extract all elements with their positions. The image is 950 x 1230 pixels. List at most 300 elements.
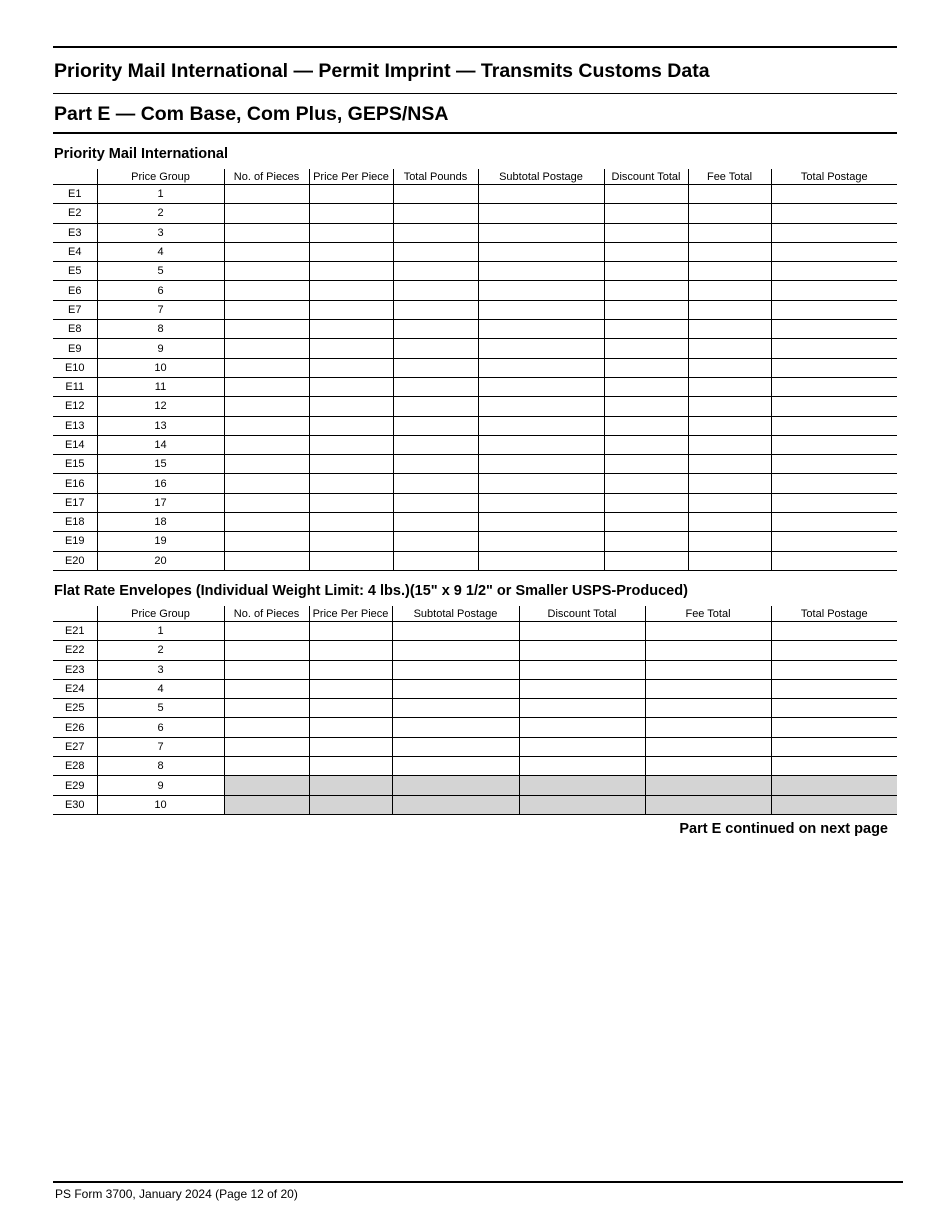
entry-cell[interactable]: [771, 513, 897, 532]
entry-cell[interactable]: [688, 513, 771, 532]
table-row: [53, 795, 897, 814]
column-header: Price Per Piece: [309, 169, 393, 185]
line-number: E22: [53, 641, 97, 660]
entry-cell[interactable]: [224, 679, 309, 698]
entry-cell[interactable]: [645, 737, 771, 756]
table-row: [53, 455, 897, 474]
entry-cell[interactable]: [309, 300, 393, 319]
entry-cell[interactable]: [393, 416, 478, 435]
part-title: Part E — Com Base, Com Plus, GEPS/NSA: [54, 103, 449, 125]
entry-cell[interactable]: [309, 242, 393, 261]
entry-cell[interactable]: [309, 513, 393, 532]
entry-cell[interactable]: [309, 622, 392, 641]
table-row: [53, 242, 897, 261]
entry-cell[interactable]: [309, 679, 392, 698]
entry-cell[interactable]: [688, 281, 771, 300]
entry-cell[interactable]: [393, 532, 478, 551]
entry-cell[interactable]: [478, 455, 604, 474]
line-number: E8: [53, 320, 97, 339]
price-group: 4: [97, 679, 224, 698]
entry-cell[interactable]: [224, 262, 309, 281]
entry-cell[interactable]: [688, 435, 771, 454]
column-header: Discount Total: [519, 606, 645, 622]
table-row: [53, 641, 897, 660]
price-group: 11: [97, 377, 224, 396]
price-group: 2: [97, 641, 224, 660]
table-row: [53, 551, 897, 570]
entry-cell[interactable]: [688, 532, 771, 551]
line-number: E17: [53, 493, 97, 512]
entry-cell[interactable]: [478, 532, 604, 551]
column-header: Total Postage: [771, 606, 897, 622]
entry-cell[interactable]: [309, 204, 393, 223]
price-group: 15: [97, 455, 224, 474]
entry-cell[interactable]: [519, 737, 645, 756]
entry-cell[interactable]: [393, 223, 478, 242]
entry-cell[interactable]: [478, 204, 604, 223]
column-header: [53, 169, 97, 185]
price-group: 5: [97, 262, 224, 281]
entry-cell[interactable]: [771, 455, 897, 474]
entry-cell[interactable]: [393, 320, 478, 339]
entry-cell[interactable]: [688, 358, 771, 377]
entry-cell[interactable]: [478, 300, 604, 319]
pmi-table: [53, 169, 897, 571]
entry-cell[interactable]: [393, 397, 478, 416]
entry-cell[interactable]: [224, 435, 309, 454]
entry-cell[interactable]: [478, 474, 604, 493]
entry-cell[interactable]: [604, 474, 688, 493]
entry-cell[interactable]: [688, 551, 771, 570]
price-group: 17: [97, 493, 224, 512]
price-group: 16: [97, 474, 224, 493]
entry-cell[interactable]: [309, 223, 393, 242]
table-row: [53, 320, 897, 339]
table-row: [53, 223, 897, 242]
entry-cell[interactable]: [771, 339, 897, 358]
entry-cell[interactable]: [604, 455, 688, 474]
line-number: E11: [53, 377, 97, 396]
entry-cell[interactable]: [604, 281, 688, 300]
entry-cell[interactable]: [604, 358, 688, 377]
entry-cell[interactable]: [688, 455, 771, 474]
price-group: 9: [97, 339, 224, 358]
price-group: 13: [97, 416, 224, 435]
table-row: [53, 757, 897, 776]
entry-cell[interactable]: [771, 242, 897, 261]
entry-cell[interactable]: [771, 281, 897, 300]
entry-cell[interactable]: [604, 204, 688, 223]
entry-cell[interactable]: [645, 718, 771, 737]
entry-cell[interactable]: [688, 223, 771, 242]
top-rule: [53, 46, 897, 48]
table-row: [53, 679, 897, 698]
table-row: [53, 262, 897, 281]
table-row: [53, 300, 897, 319]
entry-cell[interactable]: [688, 204, 771, 223]
entry-cell[interactable]: [771, 757, 897, 776]
entry-cell[interactable]: [645, 641, 771, 660]
entry-cell[interactable]: [392, 641, 519, 660]
entry-cell[interactable]: [224, 551, 309, 570]
entry-cell[interactable]: [478, 223, 604, 242]
entry-cell[interactable]: [519, 718, 645, 737]
entry-cell[interactable]: [478, 493, 604, 512]
entry-cell[interactable]: [309, 455, 393, 474]
entry-cell[interactable]: [688, 242, 771, 261]
line-number: E5: [53, 262, 97, 281]
entry-cell: [645, 776, 771, 795]
entry-cell: [224, 776, 309, 795]
entry-cell[interactable]: [604, 532, 688, 551]
entry-cell[interactable]: [519, 699, 645, 718]
entry-cell[interactable]: [224, 513, 309, 532]
entry-cell[interactable]: [309, 281, 393, 300]
line-number: E1: [53, 185, 97, 204]
price-group: 9: [97, 776, 224, 795]
title-rule: [53, 93, 897, 94]
entry-cell[interactable]: [478, 185, 604, 204]
table-row: [53, 718, 897, 737]
entry-cell[interactable]: [478, 242, 604, 261]
section-title-pmi: Priority Mail International: [54, 146, 229, 162]
entry-cell[interactable]: [309, 358, 393, 377]
entry-cell[interactable]: [771, 377, 897, 396]
line-number: E19: [53, 532, 97, 551]
entry-cell[interactable]: [224, 242, 309, 261]
table-row: [53, 339, 897, 358]
entry-cell[interactable]: [604, 320, 688, 339]
entry-cell[interactable]: [771, 493, 897, 512]
entry-cell[interactable]: [645, 660, 771, 679]
entry-cell[interactable]: [393, 377, 478, 396]
line-number: E29: [53, 776, 97, 795]
entry-cell[interactable]: [224, 204, 309, 223]
entry-cell[interactable]: [224, 320, 309, 339]
entry-cell[interactable]: [392, 679, 519, 698]
column-header: Total Postage: [771, 169, 897, 185]
entry-cell[interactable]: [309, 551, 393, 570]
entry-cell[interactable]: [309, 718, 392, 737]
entry-cell[interactable]: [604, 397, 688, 416]
entry-cell[interactable]: [771, 551, 897, 570]
entry-cell[interactable]: [224, 757, 309, 776]
entry-cell[interactable]: [604, 377, 688, 396]
price-group: 10: [97, 795, 224, 814]
entry-cell: [309, 776, 392, 795]
entry-cell[interactable]: [478, 551, 604, 570]
entry-cell[interactable]: [309, 493, 393, 512]
entry-cell: [224, 795, 309, 814]
column-header: Subtotal Postage: [392, 606, 519, 622]
entry-cell[interactable]: [604, 300, 688, 319]
entry-cell[interactable]: [519, 679, 645, 698]
entry-cell[interactable]: [519, 757, 645, 776]
entry-cell[interactable]: [604, 185, 688, 204]
entry-cell[interactable]: [224, 397, 309, 416]
entry-cell[interactable]: [771, 300, 897, 319]
part-rule: [53, 132, 897, 134]
form-footer: PS Form 3700, January 2024 (Page 12 of 20): [55, 1187, 298, 1201]
entry-cell[interactable]: [309, 397, 393, 416]
entry-cell[interactable]: [393, 339, 478, 358]
entry-cell[interactable]: [392, 699, 519, 718]
entry-cell[interactable]: [688, 493, 771, 512]
entry-cell[interactable]: [309, 660, 392, 679]
entry-cell[interactable]: [478, 397, 604, 416]
entry-cell[interactable]: [224, 699, 309, 718]
entry-cell[interactable]: [224, 300, 309, 319]
entry-cell[interactable]: [309, 699, 392, 718]
price-group: 8: [97, 757, 224, 776]
line-number: E30: [53, 795, 97, 814]
entry-cell[interactable]: [224, 493, 309, 512]
line-number: E6: [53, 281, 97, 300]
entry-cell[interactable]: [604, 551, 688, 570]
price-group: 18: [97, 513, 224, 532]
entry-cell[interactable]: [224, 416, 309, 435]
entry-cell[interactable]: [688, 416, 771, 435]
entry-cell[interactable]: [309, 641, 392, 660]
entry-cell[interactable]: [688, 262, 771, 281]
entry-cell[interactable]: [771, 699, 897, 718]
price-group: 3: [97, 660, 224, 679]
entry-cell[interactable]: [519, 622, 645, 641]
entry-cell[interactable]: [771, 204, 897, 223]
line-number: E9: [53, 339, 97, 358]
price-group: 7: [97, 737, 224, 756]
entry-cell: [392, 795, 519, 814]
entry-cell[interactable]: [688, 377, 771, 396]
table-row: [53, 699, 897, 718]
entry-cell[interactable]: [771, 397, 897, 416]
entry-cell[interactable]: [519, 641, 645, 660]
entry-cell[interactable]: [224, 532, 309, 551]
entry-cell[interactable]: [393, 474, 478, 493]
entry-cell[interactable]: [224, 185, 309, 204]
entry-cell[interactable]: [688, 339, 771, 358]
column-header: No. of Pieces: [224, 606, 309, 622]
entry-cell[interactable]: [771, 660, 897, 679]
entry-cell: [771, 776, 897, 795]
entry-cell[interactable]: [771, 358, 897, 377]
entry-cell[interactable]: [645, 622, 771, 641]
entry-cell[interactable]: [224, 455, 309, 474]
entry-cell: [771, 795, 897, 814]
table-row: [53, 776, 897, 795]
page-title: Priority Mail International — Permit Imprint — Transmits Customs Data: [54, 60, 710, 82]
entry-cell[interactable]: [645, 757, 771, 776]
entry-cell[interactable]: [519, 660, 645, 679]
entry-cell[interactable]: [604, 262, 688, 281]
entry-cell[interactable]: [309, 757, 392, 776]
entry-cell[interactable]: [771, 416, 897, 435]
entry-cell: [392, 776, 519, 795]
entry-cell: [309, 795, 392, 814]
entry-cell[interactable]: [771, 718, 897, 737]
entry-cell[interactable]: [688, 320, 771, 339]
entry-cell: [519, 776, 645, 795]
entry-cell[interactable]: [688, 185, 771, 204]
price-group: 2: [97, 204, 224, 223]
entry-cell[interactable]: [771, 223, 897, 242]
line-number: E12: [53, 397, 97, 416]
entry-cell[interactable]: [771, 185, 897, 204]
flat-rate-table: [53, 606, 897, 815]
price-group: 1: [97, 622, 224, 641]
table-row: [53, 435, 897, 454]
entry-cell[interactable]: [309, 262, 393, 281]
entry-cell[interactable]: [771, 679, 897, 698]
entry-cell[interactable]: [393, 435, 478, 454]
entry-cell[interactable]: [224, 281, 309, 300]
price-group: 8: [97, 320, 224, 339]
continued-note: Part E continued on next page: [679, 821, 888, 837]
entry-cell[interactable]: [688, 300, 771, 319]
column-header: Discount Total: [604, 169, 688, 185]
entry-cell[interactable]: [224, 223, 309, 242]
entry-cell[interactable]: [604, 435, 688, 454]
entry-cell[interactable]: [393, 204, 478, 223]
entry-cell[interactable]: [224, 718, 309, 737]
table-row: [53, 204, 897, 223]
price-group: 7: [97, 300, 224, 319]
entry-cell[interactable]: [478, 262, 604, 281]
entry-cell[interactable]: [771, 532, 897, 551]
entry-cell[interactable]: [393, 262, 478, 281]
column-header: Price Group: [97, 606, 224, 622]
line-number: E10: [53, 358, 97, 377]
entry-cell[interactable]: [309, 320, 393, 339]
entry-cell[interactable]: [224, 641, 309, 660]
line-number: E24: [53, 679, 97, 698]
entry-cell[interactable]: [771, 622, 897, 641]
entry-cell[interactable]: [224, 660, 309, 679]
entry-cell[interactable]: [309, 416, 393, 435]
entry-cell[interactable]: [478, 377, 604, 396]
price-group: 1: [97, 185, 224, 204]
entry-cell[interactable]: [478, 513, 604, 532]
column-header: Fee Total: [688, 169, 771, 185]
entry-cell[interactable]: [393, 281, 478, 300]
entry-cell[interactable]: [309, 435, 393, 454]
line-number: E25: [53, 699, 97, 718]
entry-cell[interactable]: [392, 757, 519, 776]
line-number: E2: [53, 204, 97, 223]
table-row: [53, 281, 897, 300]
price-group: 4: [97, 242, 224, 261]
entry-cell[interactable]: [478, 281, 604, 300]
entry-cell: [519, 795, 645, 814]
line-number: E27: [53, 737, 97, 756]
price-group: 10: [97, 358, 224, 377]
line-number: E20: [53, 551, 97, 570]
entry-cell[interactable]: [478, 416, 604, 435]
line-number: E16: [53, 474, 97, 493]
entry-cell[interactable]: [309, 532, 393, 551]
entry-cell[interactable]: [309, 185, 393, 204]
entry-cell[interactable]: [393, 300, 478, 319]
entry-cell[interactable]: [224, 377, 309, 396]
entry-cell[interactable]: [771, 435, 897, 454]
column-header: No. of Pieces: [224, 169, 309, 185]
entry-cell[interactable]: [771, 737, 897, 756]
entry-cell[interactable]: [309, 474, 393, 493]
entry-cell[interactable]: [604, 339, 688, 358]
table-row: [53, 532, 897, 551]
entry-cell[interactable]: [771, 474, 897, 493]
table-row: [53, 660, 897, 679]
entry-cell[interactable]: [224, 622, 309, 641]
entry-cell[interactable]: [393, 513, 478, 532]
entry-cell[interactable]: [309, 737, 392, 756]
entry-cell[interactable]: [645, 699, 771, 718]
entry-cell[interactable]: [393, 551, 478, 570]
entry-cell[interactable]: [771, 262, 897, 281]
line-number: E15: [53, 455, 97, 474]
entry-cell[interactable]: [393, 185, 478, 204]
entry-cell[interactable]: [604, 513, 688, 532]
table-row: [53, 474, 897, 493]
line-number: E3: [53, 223, 97, 242]
column-header: Subtotal Postage: [478, 169, 604, 185]
entry-cell[interactable]: [224, 474, 309, 493]
entry-cell[interactable]: [478, 339, 604, 358]
entry-cell[interactable]: [309, 377, 393, 396]
table-row: [53, 737, 897, 756]
price-group: 12: [97, 397, 224, 416]
section-title-flat-rate: Flat Rate Envelopes (Individual Weight Limit: 4 lbs.)(15" x 9 1/2" or Smaller USPS-Produced): [54, 583, 688, 599]
entry-cell[interactable]: [224, 358, 309, 377]
table-row: [53, 416, 897, 435]
entry-cell[interactable]: [604, 416, 688, 435]
entry-cell[interactable]: [392, 737, 519, 756]
entry-cell[interactable]: [478, 435, 604, 454]
entry-cell[interactable]: [604, 223, 688, 242]
entry-cell: [645, 795, 771, 814]
entry-cell[interactable]: [478, 320, 604, 339]
price-group: 3: [97, 223, 224, 242]
entry-cell[interactable]: [224, 339, 309, 358]
table-row: [53, 397, 897, 416]
table-row: [53, 185, 897, 204]
entry-cell[interactable]: [478, 358, 604, 377]
line-number: E14: [53, 435, 97, 454]
entry-cell[interactable]: [604, 493, 688, 512]
entry-cell[interactable]: [604, 242, 688, 261]
entry-cell[interactable]: [688, 474, 771, 493]
entry-cell[interactable]: [224, 737, 309, 756]
entry-cell[interactable]: [393, 455, 478, 474]
entry-cell[interactable]: [392, 660, 519, 679]
entry-cell[interactable]: [309, 339, 393, 358]
entry-cell[interactable]: [393, 358, 478, 377]
entry-cell[interactable]: [771, 320, 897, 339]
table-row: [53, 377, 897, 396]
price-group: 14: [97, 435, 224, 454]
line-number: E21: [53, 622, 97, 641]
line-number: E18: [53, 513, 97, 532]
entry-cell[interactable]: [688, 397, 771, 416]
entry-cell[interactable]: [393, 493, 478, 512]
entry-cell[interactable]: [392, 622, 519, 641]
entry-cell[interactable]: [392, 718, 519, 737]
entry-cell[interactable]: [645, 679, 771, 698]
column-header: Price Per Piece: [309, 606, 392, 622]
entry-cell[interactable]: [771, 641, 897, 660]
table-row: [53, 513, 897, 532]
entry-cell[interactable]: [393, 242, 478, 261]
